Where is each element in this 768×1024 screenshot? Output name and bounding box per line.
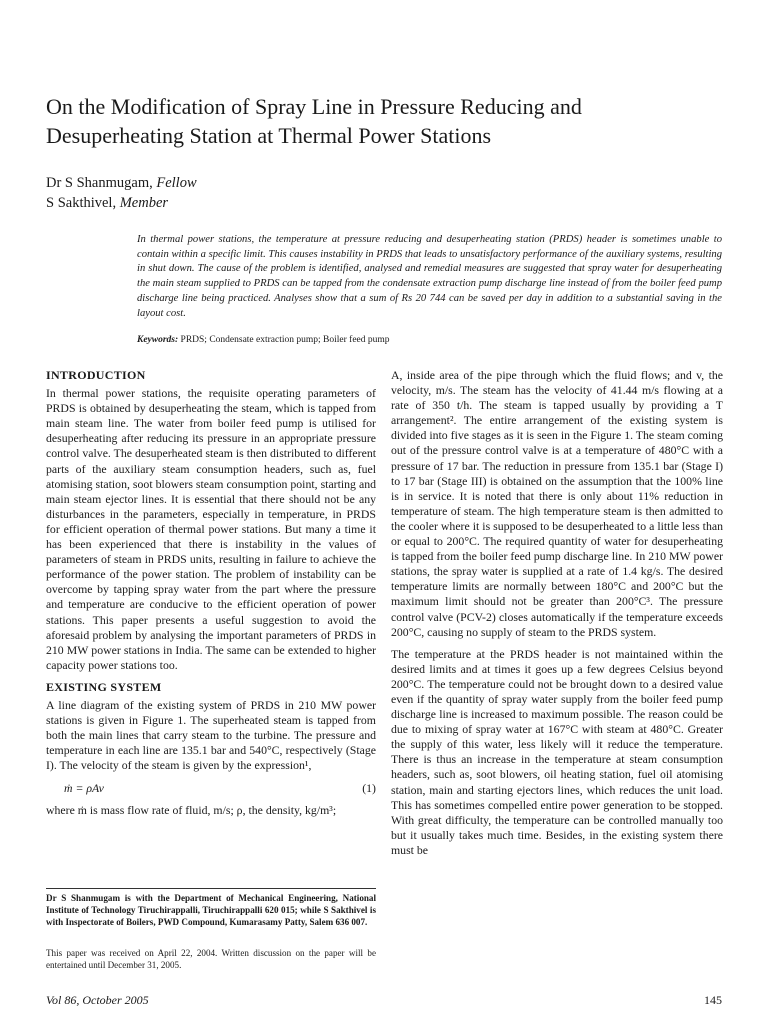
equation-1 — [46, 781, 376, 796]
author-2-role: Member — [119, 195, 169, 211]
footnote-divider — [46, 888, 376, 889]
existing-system-paragraph: A line diagram of the existing system of PRDS in 210 MW power stations is given in Figure 1. The superheated steam is tapped from both the main lines that carry steam to the turbine. The pressure and temperature in each line are 135.1 bar and 540°C, respectively (Stage I). The velocity of the steam is given by the expression¹, — [46, 697, 376, 773]
author-affiliation-note: Dr S Shanmugam is with the Department of Mechanical Engineering, National Institute of Technology Tiruchirappalli, Tiruchirappalli 620 015; while S Sakthivel is with Inspectorate of Boilers, PWD Compound, Kumarasamy Patty, Salem 636 007. — [46, 893, 376, 928]
author-1-name: Dr S Shanmugam, — [46, 175, 157, 191]
introduction-heading: INTRODUCTION — [46, 368, 146, 382]
equation-number: (1) — [362, 781, 376, 796]
title-line-2: Desuperheating Station at Thermal Power Stations — [46, 123, 492, 148]
where-text: where ṁ is mass flow rate of fluid, m/s; ρ, the density, kg/m³; — [46, 802, 337, 817]
right-paragraph-2: The temperature at the PRDS header is not maintained within the desired limits and at times it goes up a few degrees Celsius beyond 200°C. The temperature could not be brought down to a desired value even if the quantity of spray water supply from the boiler feed pump discharge line is increased to maximum possible. The reason could be due to mixing of spray water at 167°C with steam at 480°C. Greater the supply of this water, less likely will it reduce the temperature. There is thus an increase in the temperature at steam consumption headers, such as, soot blowers, oil heating station, fuel oil atomising station, main and starting ejectors lines, which reduces the unit load. This has sometimes compelled entire power generation to be stopped. With great difficulty, the temperature can be controlled manually too but it usually takes much time. Besides, in the existing system there must be — [391, 646, 723, 857]
equation-expression: ṁ = ρAv — [64, 781, 104, 796]
right-paragraph-1: A, inside area of the pipe through which the fluid flows; and v, the velocity, m/s. The steam has the velocity of 41.44 m/s flowing at a rate of 350 t/h. The steam is tapped usually by providing a T arrangement². The entire arrangement of the existing system is divided into five stages as it is seen in the Figure 1. The steam coming out of the pressure control valve is at a temperature of 480°C with a pressure of 17 bar. The reduction in pressure from 135.1 bar (Stage I) to 17 bar (Stage III) is obtained on the assumption that the 100% line is in service. It is noted that there is only about 11% reduction in temperature of steam. The high temperature steam is then admitted to the cooler where it is supposed to be desuperheated to a little less than or equal to 200°C. The required quantity of water for desuperheating is tapped from the boiler feed pump discharge line. In 210 MW power stations, the spray water is supplied at a rate of 1.4 kg/s. The desired temperature limits are normally between 180°C and 200°C but the maximum limit should not be greater than 200°C³. The pressure control valve (PCV-2) closes automatically if the temperature exceeds 200°C, causing no supply of steam to the PRDS system. — [391, 368, 723, 639]
title-line-1: On the Modification of Spray Line in Pressure Reducing and — [46, 94, 582, 119]
keywords-text: PRDS; Condensate extraction pump; Boiler feed pump — [178, 335, 390, 345]
existing-system-heading: EXISTING SYSTEM — [46, 679, 162, 694]
author-list — [46, 173, 197, 213]
journal-volume: Vol 86, October 2005 — [46, 993, 149, 1007]
author-2 — [46, 193, 197, 213]
left-column — [46, 368, 376, 818]
received-note: This paper was received on April 22, 2004. Written discussion on the paper will be entertained until December 31, 2005. — [46, 948, 376, 971]
author-2-name: S Sakthivel, — [46, 195, 120, 211]
page-number: 145 — [704, 993, 722, 1007]
introduction-paragraph: In thermal power stations, the requisite operating parameters of PRDS is obtained by desuperheating the steam, which is tapped from main steam line. The water from boiler feed pump is utilised for desuperheating after reducing its pressure in an appropriate pressure control valve. The desuperheated steam is then distributed to different parts of the auxiliary steam consumption headers, such as, fuel atomising station, soot blowers steam consumption point, starting and main steam ejector lines. It is essential that there should not be any disturbances in the parameters, especially in temperature, in PRDS for efficient operation of thermal power stations. But many a time it has been experienced that there is instability in the values of parameters of steam in PRDS units, resulting in failure to achieve the performance of the power station. The problem of instability can be overcome by tapping spray water from the part where the pressure and temperature are conducive to the efficient operation of power stations. This paper presents a useful suggestion to avoid the aforesaid problem by analysing the important parameters of PRDS in 210 MW power stations in India. The same can be extended to higher capacity power stations too. — [46, 386, 376, 672]
right-column — [391, 368, 723, 858]
keywords-label: Keywords: — [137, 335, 179, 345]
author-1 — [46, 173, 197, 193]
paper-title — [46, 92, 706, 150]
keywords — [137, 335, 722, 345]
author-1-role: Fellow — [156, 175, 197, 191]
abstract: In thermal power stations, the temperature at pressure reducing and desuperheating station (PRDS) header is sometimes unable to contain within a specific limit. This causes instability in PRDS that leads to unsatisfactory performance of the auxiliary systems, resulting in shut down. The cause of the problem is identified, analysed and remedial measures are suggested that spray water for desuperheating the main steam supplied to PRDS can be tapped from the condensate extraction pump discharge line instead of from the boiler feed pump discharge line being practiced. Analyses show that a sum of Rs 20 744 can be saved per day in addition to a substantial saving in the layout cost. — [137, 234, 722, 319]
